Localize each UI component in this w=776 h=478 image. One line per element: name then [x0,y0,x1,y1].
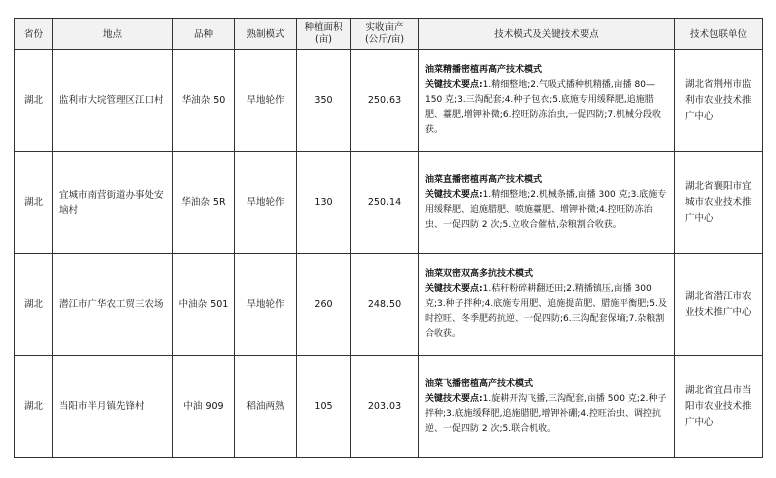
header-yield: 实收亩产 (公斤/亩) [351,19,419,50]
cell-unit: 湖北省潜江市农业技术推广中心 [675,254,763,356]
cell-mode: 旱地轮作 [235,152,297,254]
cell-mode: 旱地轮作 [235,254,297,356]
tech-key-label: 关键技术要点: [425,189,483,200]
cell-yield: 250.14 [351,152,419,254]
tech-body: 1.秸秆粉碎耕翻还田;2.精播镇压,亩播 300 克;3.种子拌种;4.底施专用肥、追施提苗肥、腊施平衡肥;5.及时控旺、冬季肥药抗逆、一促四防;6.三沟配套保墒;7.杂粮割合收获。 [425,284,667,339]
cell-area: 350 [297,50,351,152]
cell-yield: 203.03 [351,356,419,458]
tech-text [425,188,668,233]
header-area: 种植面积 (亩) [297,19,351,50]
cell-province: 湖北 [15,50,53,152]
tech-text [425,282,668,342]
cell-unit: 湖北省襄阳市宜城市农业技术推广中心 [675,152,763,254]
table-row [15,152,763,254]
header-location: 地点 [53,19,173,50]
table-row [15,254,763,356]
tech-key-label: 关键技术要点: [425,393,483,404]
tech-body: 1.精细整地;2.气吸式播种机精播,亩播 80—150 克;3.三沟配套;4.种子包衣;5.底施专用缓释肥,追施腊肥、薹肥,增钾补微;6.控旺防冻治虫,一促四防;7.机械分段收获。 [425,80,661,135]
tech-mode-title: 油菜飞播密植高产技术模式 [425,378,534,389]
cell-tech [419,356,675,458]
table-row [15,50,763,152]
table-container [14,18,763,458]
tech-mode-title: 油菜直播密植再高产技术模式 [425,174,543,185]
cell-tech [419,50,675,152]
demo-field-table [14,18,763,458]
cell-location: 潜江市广华农工贸三农场 [53,254,173,356]
cell-variety: 中油 909 [173,356,235,458]
cell-area: 105 [297,356,351,458]
header-unit: 技术包联单位 [675,19,763,50]
tech-key-label: 关键技术要点: [425,80,483,90]
tech-body: 1.精细整地;2.机械条播,亩播 300 克;3.底施专用缓释肥、追施腊肥、喷施薹肥、增钾补微;4.控旺防冻治虫、一促四防 2 次;5.立收合催枯,杂粮割合收获。 [425,189,667,230]
tech-mode-title: 油菜精播密植再高产技术模式 [425,65,543,75]
cell-province: 湖北 [15,152,53,254]
header-variety: 品种 [173,19,235,50]
tech-body: 1.旋耕开沟飞播,三沟配套,亩播 500 克;2.种子拌种;3.底施缓释肥,追施腊肥,增钾补硼;4.控旺治虫、调控抗逆、一促四防 2 次;5.联合机收。 [425,393,667,434]
cell-tech [419,152,675,254]
header-province: 省份 [15,19,53,50]
tech-mode-title: 油菜双密双高多抗技术模式 [425,269,534,279]
cell-variety: 华油杂 5R [173,152,235,254]
table-row [15,356,763,458]
cell-location: 监利市大垸管理区江口村 [53,50,173,152]
cell-location: 宜城市南营街道办事处安垴村 [53,152,173,254]
cell-variety: 华油杂 50 [173,50,235,152]
cell-yield: 250.63 [351,50,419,152]
cell-location: 当阳市半月镇先锋村 [53,356,173,458]
tech-text [425,78,668,138]
cell-mode: 旱地轮作 [235,50,297,152]
cell-unit: 湖北省宜昌市当阳市农业技术推广中心 [675,356,763,458]
cell-unit: 湖北省荆州市监利市农业技术推广中心 [675,50,763,152]
cell-area: 130 [297,152,351,254]
header-mode: 熟制模式 [235,19,297,50]
cell-area: 260 [297,254,351,356]
tech-text [425,392,668,437]
tech-key-label: 关键技术要点: [425,284,483,294]
cell-yield: 248.50 [351,254,419,356]
header-row [15,19,763,50]
cell-mode: 稻油两熟 [235,356,297,458]
cell-province: 湖北 [15,356,53,458]
header-tech: 技术模式及关键技术要点 [419,19,675,50]
cell-tech [419,254,675,356]
cell-province: 湖北 [15,254,53,356]
cell-variety: 中油杂 501 [173,254,235,356]
